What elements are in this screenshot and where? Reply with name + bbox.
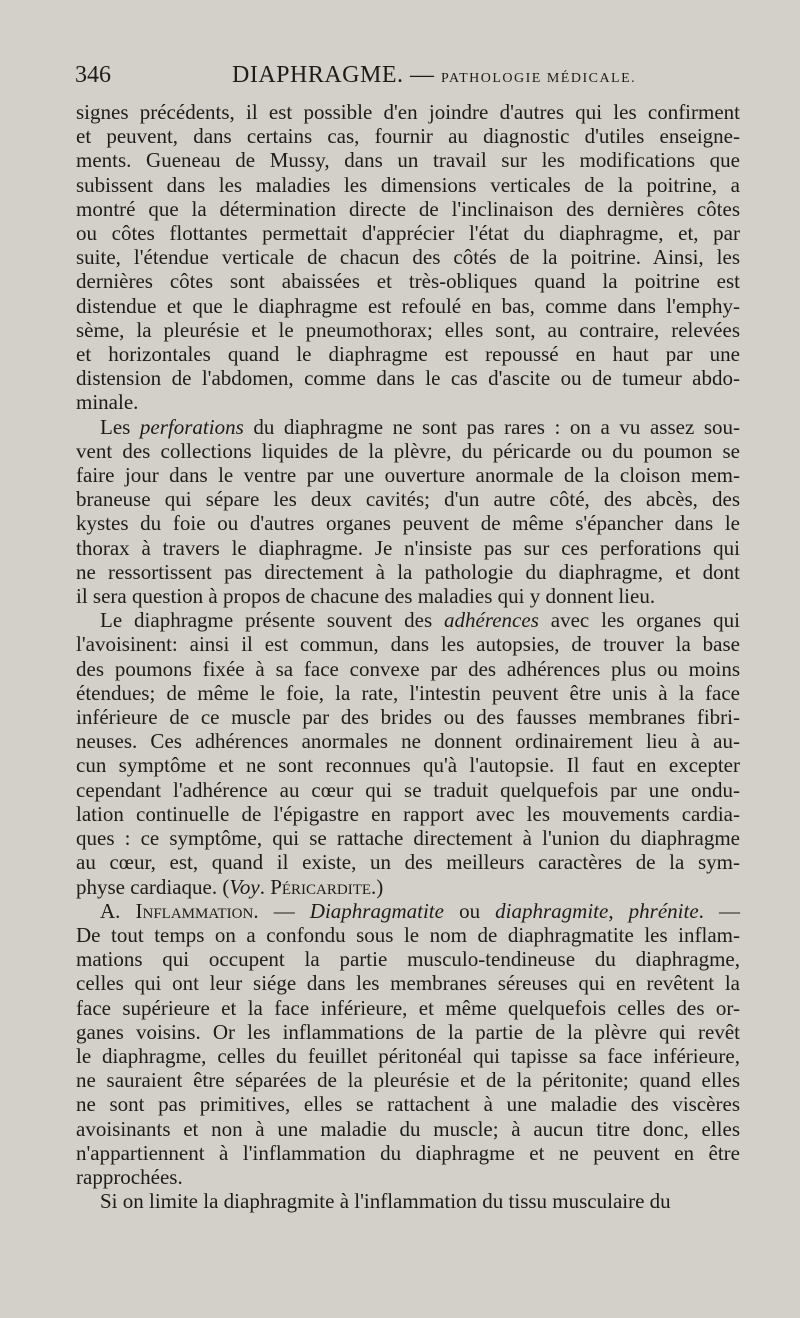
running-title — [232, 62, 636, 89]
text-line: mations qui occupent la partie musculo-tendineuse du diaphragme, — [76, 947, 740, 972]
text-line: physe cardiaque. (Voy. Péricardite.) — [76, 874, 384, 899]
paragraph — [76, 1189, 740, 1213]
paragraph — [76, 100, 740, 415]
text-line: Les perforations du diaphragme ne sont pas rares : on a vu assez sou- — [100, 414, 741, 439]
text-line: l'avoisinent: ainsi il est commun, dans les autopsies, de trouver la base — [76, 632, 740, 657]
text-line: signes précédents, il est possible d'en joindre d'autres qui les confirment — [76, 100, 740, 124]
text-line: avoisinants et non à une maladie du muscle; à aucun titre donc, elles — [76, 1116, 740, 1141]
text-line: ou côtes flottantes permettait d'apprécier l'état du diaphragme, et, par — [76, 221, 740, 246]
text-line: rapprochées. — [76, 1164, 183, 1189]
text-line: cun symptôme et ne sont reconnues qu'à l'autopsie. Il faut en excepter — [76, 753, 740, 778]
text-line: neuses. Ces adhérences anormales ne donnent ordinairement lieu à au- — [76, 729, 740, 754]
text-line: ne sont pas primitives, elles se rattachent à une maladie des viscères — [76, 1092, 740, 1117]
text-line: des poumons fixée à sa face convexe par des adhérences plus ou moins — [76, 656, 740, 681]
text-line: ne ressortissent pas directement à la pathologie du diaphragme, et dont — [76, 559, 740, 584]
text-line: De tout temps on a confondu sous le nom de diaphragmatite les inflam- — [76, 922, 740, 947]
text-line: A. Inflammation. — Diaphragmatite ou diaphragmite, phrénite. — — [100, 898, 740, 923]
paragraph — [76, 415, 740, 609]
text-line: braneuse qui sépare les deux cavités; d'un autre côté, des abcès, des — [76, 487, 740, 512]
text-line: au cœur, est, quand il existe, un des meilleurs caractères de la sym- — [76, 850, 740, 875]
text-line: Le diaphragme présente souvent des adhérences avec les organes qui — [100, 608, 740, 633]
text-line: n'appartiennent à l'inflammation du diaphragme et ne peuvent en être — [76, 1140, 740, 1165]
text-line: kystes du foie ou d'autres organes peuvent de même s'épancher dans le — [76, 511, 740, 536]
paragraph — [76, 899, 740, 1189]
header-subtitle: PATHOLOGIE MÉDICALE. — [441, 71, 637, 86]
text-line: lation continuelle de l'épigastre en rapport avec les mouvements cardia- — [76, 801, 740, 826]
paragraph — [76, 608, 740, 898]
text-line: subissent dans les maladies les dimensions verticales de la poitrine, a — [76, 172, 740, 197]
running-header — [75, 62, 745, 92]
text-line: face supérieure et la face inférieure, et même quelquefois celles des or- — [76, 995, 740, 1020]
text-line: minale. — [76, 390, 139, 415]
text-line: thorax à travers le diaphragme. Je n'insiste pas sur ces perforations qui — [76, 535, 740, 560]
text-line: ques : ce symptôme, qui se rattache directement à l'union du diaphragme — [76, 826, 740, 851]
text-line: étendues; de même le foie, la rate, l'intestin peuvent être unis à la face — [76, 680, 740, 705]
text-line: vent des collections liquides de la plèvre, du péricarde ou du poumon se — [76, 438, 740, 463]
text-line: distendue et que le diaphragme est refoulé en bas, comme dans l'emphy- — [76, 293, 740, 318]
text-line: ments. Gueneau de Mussy, dans un travail sur les modifications que — [76, 148, 740, 173]
text-line: faire jour dans le ventre par une ouverture anormale de la cloison mem- — [76, 463, 740, 488]
text-line: le diaphragme, celles du feuillet péritonéal qui tapisse sa face inférieure, — [76, 1043, 740, 1068]
text-line: ne sauraient être séparées de la pleurésie et de la péritonite; quand elles — [76, 1068, 740, 1093]
text-line: celles qui ont leur siége dans les membranes séreuses qui en revêtent la — [76, 971, 740, 996]
text-line: Si on limite la diaphragmite à l'inflammation du tissu musculaire du — [100, 1189, 671, 1214]
text-line: dernières côtes sont abaissées et très-obliques quand la poitrine est — [76, 269, 740, 294]
text-line: inférieure de ce muscle par des brides ou des fausses membranes fibri- — [76, 705, 740, 730]
header-dash: — — [410, 62, 435, 88]
text-line: et horizontales quand le diaphragme est repoussé en haut par une — [76, 342, 740, 367]
text-line: ganes voisins. Or les inflammations de la partie de la plèvre qui revêt — [76, 1019, 740, 1044]
text-line: cependant l'adhérence au cœur qui se traduit quelquefois par une ondu- — [76, 777, 740, 802]
page-number: 346 — [75, 62, 111, 88]
text-line: suite, l'étendue verticale de chacun des côtés de la poitrine. Ainsi, les — [76, 245, 740, 270]
body-text — [76, 100, 740, 1213]
text-line: et peuvent, dans certains cas, fournir au diagnostic d'utiles enseigne- — [76, 124, 740, 149]
text-line: sème, la pleurésie et le pneumothorax; elles sont, au contraire, relevées — [76, 317, 740, 342]
text-line: montré que la détermination directe de l'inclinaison des dernières côtes — [76, 196, 740, 221]
text-line: distension de l'abdomen, comme dans le cas d'ascite ou de tumeur abdo- — [76, 366, 740, 391]
header-title: DIAPHRAGME. — [232, 62, 404, 88]
text-line: il sera question à propos de chacune des maladies qui y donnent lieu. — [76, 584, 656, 609]
